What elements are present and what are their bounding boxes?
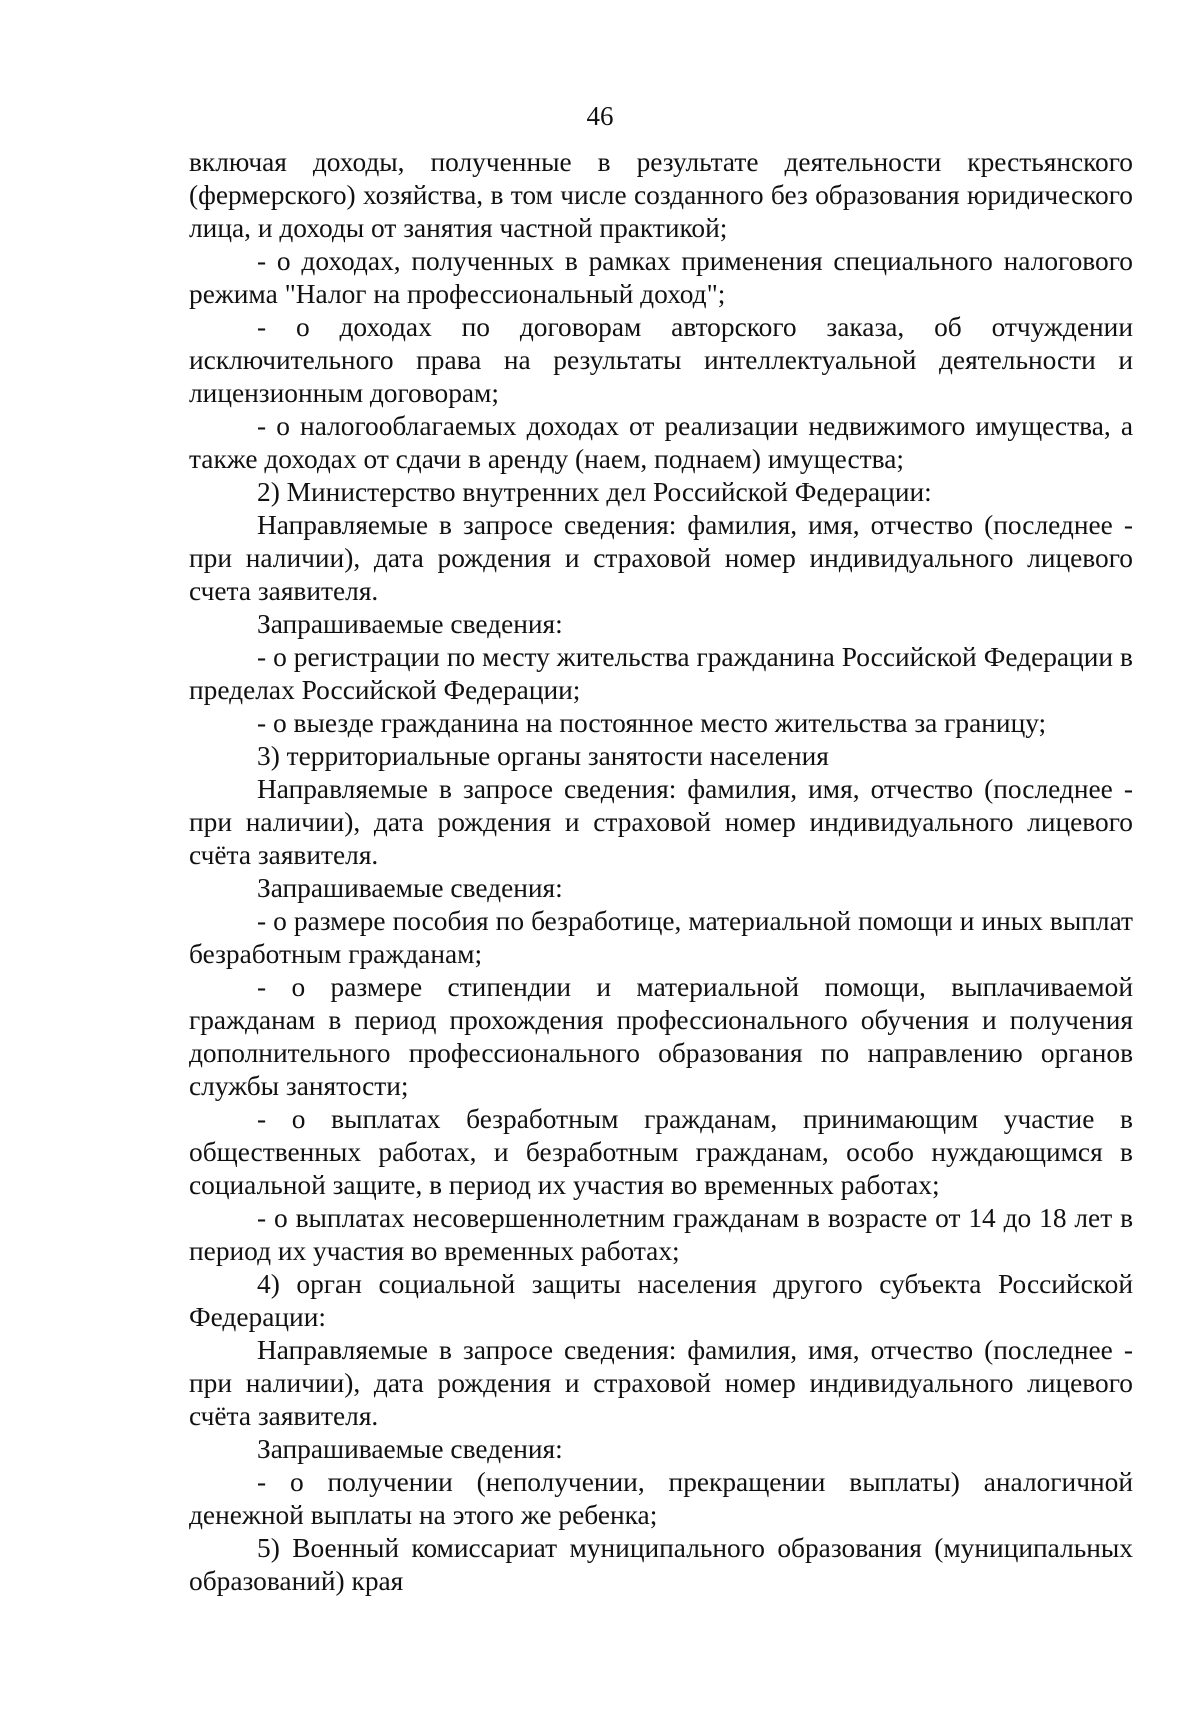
paragraph-requested-data-heading-3: Запрашиваемые сведения: (257, 1434, 563, 1464)
paragraph-minor-payments: - о выплатах несовершеннолетним гражданам в возрасте от 14 до 18 лет в период их участия во временных работах; (189, 1203, 1133, 1266)
paragraph-public-works-payments: - о выплатах безработным гражданам, принимающим участие в общественных работах, и безработным гражданам, особо нуждающимся в социальной защите, в период их участия во временных работах; (189, 1104, 1133, 1200)
document-body (189, 146, 1133, 1598)
paragraph-departure-abroad: - о выезде гражданина на постоянное место жительства за границу; (257, 708, 1047, 738)
paragraph-employment-authorities: 3) территориальные органы занятости населения (257, 741, 829, 771)
paragraph-registration: - о регистрации по месту жительства гражданина Российской Федерации в пределах Российской Федерации; (189, 642, 1133, 705)
paragraph-ministry-internal-affairs: 2) Министерство внутренних дел Российской Федерации: (257, 477, 932, 507)
paragraph-unemployment-benefit: - о размере пособия по безработице, материальной помощи и иных выплат безработным гражданам; (189, 906, 1133, 969)
paragraph-requested-data-heading-1: Запрашиваемые сведения: (257, 609, 563, 639)
paragraph-sent-data-1: Направляемые в запросе сведения: фамилия, имя, отчество (последнее - при наличии), дата рождения и страховой номер индивидуального лицевого счета заявителя. (189, 510, 1133, 606)
paragraph-property-income: - о налогооблагаемых доходах от реализации недвижимого имущества, а также доходах от сдачи в аренду (наем, поднаем) имущества; (189, 411, 1133, 474)
paragraph-social-protection-authority: 4) орган социальной защиты населения другого субъекта Российской Федерации: (189, 1269, 1133, 1332)
page-number: 46 (586, 101, 614, 131)
paragraph-training-stipend: - о размере стипендии и материальной помощи, выплачиваемой гражданам в период прохождения профессионального обучения и получения дополнительного профессионального образования по направлению органов службы занятости; (189, 972, 1133, 1101)
paragraph-sent-data-2: Направляемые в запросе сведения: фамилия, имя, отчество (последнее - при наличии), дата рождения и страховой номер индивидуального лицевого счёта заявителя. (189, 774, 1133, 870)
paragraph-professional-income-tax: - о доходах, полученных в рамках применения специального налогового режима "Налог на профессиональный доход"; (189, 246, 1133, 309)
paragraph-sent-data-3: Направляемые в запросе сведения: фамилия, имя, отчество (последнее - при наличии), дата рождения и страховой номер индивидуального лицевого счёта заявителя. (189, 1335, 1133, 1431)
paragraph-similar-payment: - о получении (неполучении, прекращении выплаты) аналогичной денежной выплаты на этого же ребенка; (189, 1467, 1133, 1530)
paragraph-requested-data-heading-2: Запрашиваемые сведения: (257, 873, 563, 903)
paragraph-author-contracts: - о доходах по договорам авторского заказа, об отчуждении исключительного права на результаты интеллектуальной деятельности и лицензионным договорам; (189, 312, 1133, 408)
paragraph-military-commissariat: 5) Военный комиссариат муниципального образования (муниципальных образований) края (189, 1533, 1133, 1596)
paragraph-income-continuation: включая доходы, полученные в результате деятельности крестьянского (фермерского) хозяйства, в том числе созданного без образования юридического лица, и доходы от занятия частной практикой; (189, 147, 1133, 243)
